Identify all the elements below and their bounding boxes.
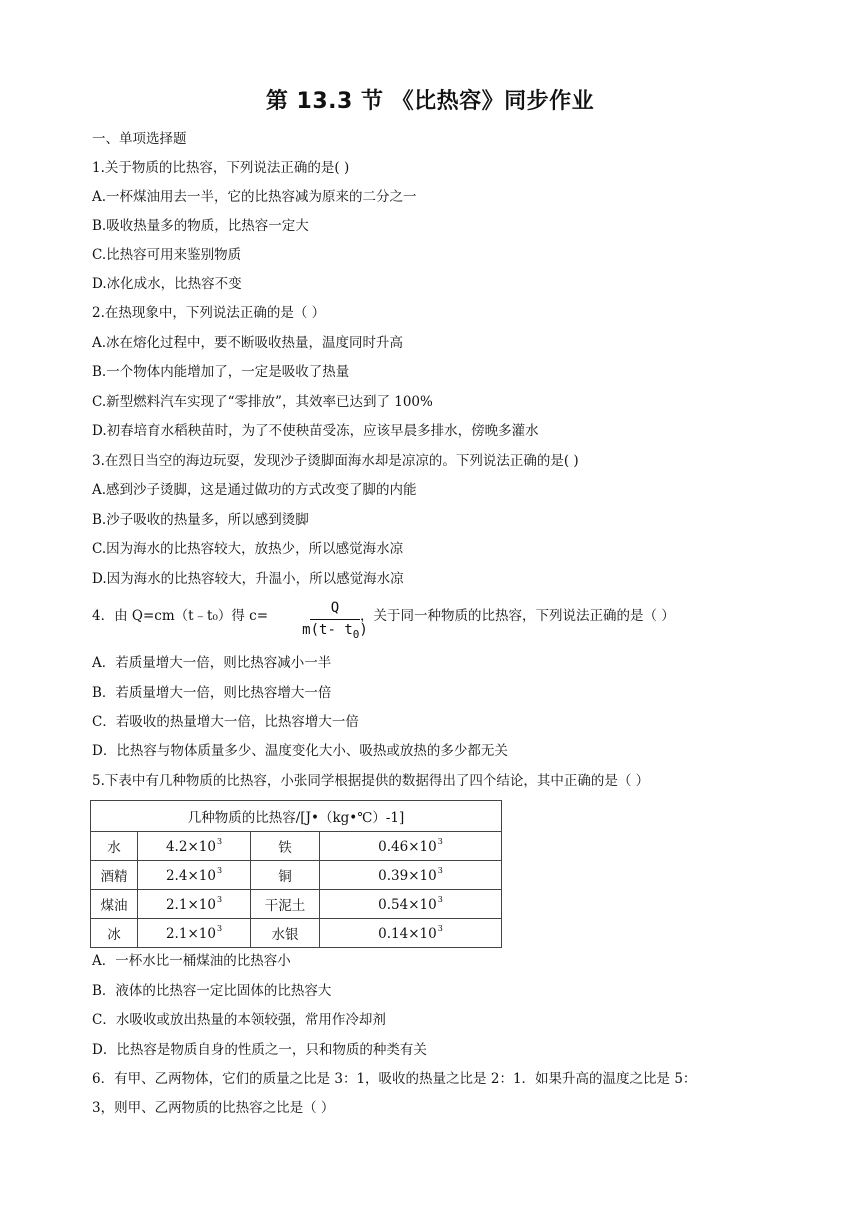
q4-option-d: D．比热容与物体质量多少、温度变化大小、吸热或放热的多少都无关	[92, 743, 508, 759]
q3-stem: 3.在烈日当空的海边玩耍，发现沙子烫脚面海水却是凉凉的。下列说法正确的是( )	[92, 453, 579, 469]
specific-heat-table	[90, 800, 502, 948]
table-cell: 酒精	[91, 861, 138, 890]
table-cell: $0.39\times 10^3$	[320, 861, 502, 890]
table-row	[91, 861, 502, 890]
q2-option-b: B.一个物体内能增加了，一定是吸收了热量	[92, 364, 350, 380]
table-cell: $2.1\times 10^3$	[138, 890, 251, 919]
fraction-denominator: m(t- $t_0$)	[302, 622, 368, 641]
table-cell: 水	[91, 832, 138, 861]
q5-option-b: B．液体的比热容一定比固体的比热容大	[92, 983, 332, 999]
table-cell: 铜	[251, 861, 320, 890]
table-cell: 水银	[251, 919, 320, 948]
q6-stem-line2: 3，则甲、乙两物质的比热容之比是（ ）	[92, 1100, 335, 1116]
table-cell: 干泥土	[251, 890, 320, 919]
q4-stem-suffix: ，关于同一种物质的比热容，下列说法正确的是（ ）	[360, 608, 675, 624]
table-caption-row	[91, 801, 502, 832]
q2-stem: 2.在热现象中，下列说法正确的是（ ）	[92, 305, 326, 321]
q1-option-a: A.一杯煤油用去一半，它的比热容减为原来的二分之一	[92, 189, 417, 205]
table-cell: 铁	[251, 832, 320, 861]
fraction-numerator: Q	[330, 600, 340, 616]
q1-option-d: D.冰化成水，比热容不变	[92, 276, 242, 292]
table-cell: $2.4\times 10^3$	[138, 861, 251, 890]
q4-option-c: C．若吸收的热量增大一倍，比热容增大一倍	[92, 714, 359, 730]
fraction-bar	[310, 619, 360, 620]
table-row	[91, 890, 502, 919]
q5-option-a: A．一杯水比一桶煤油的比热容小	[92, 953, 291, 969]
q1-option-b: B.吸收热量多的物质，比热容一定大	[92, 218, 309, 234]
table-cell: 煤油	[91, 890, 138, 919]
q2-option-d: D.初春培育水稻秧苗时，为了不使秧苗受冻，应该早晨多排水，傍晚多灌水	[92, 423, 539, 439]
table-row	[91, 832, 502, 861]
section-heading: 一、单项选择题	[92, 131, 187, 147]
table-caption: 几种物质的比热容/[J•（kg•℃）-1]	[91, 801, 502, 832]
q3-option-a: A.感到沙子烫脚，这是通过做功的方式改变了脚的内能	[92, 482, 417, 498]
q5-stem: 5.下表中有几种物质的比热容，小张同学根据提供的数据得出了四个结论，其中正确的是（ ）	[92, 773, 650, 789]
table-cell: $2.1\times 10^3$	[138, 919, 251, 948]
q1-option-c: C.比热容可用来鉴别物质	[92, 247, 242, 263]
table-cell: 冰	[91, 919, 138, 948]
q4-stem-prefix: 4．由 Q=cm（t﹣t₀）得 c=	[92, 608, 269, 624]
q3-option-b: B.沙子吸收的热量多，所以感到烫脚	[92, 512, 309, 528]
page-title: 第 13.3 节 《比热容》同步作业	[265, 89, 595, 114]
q3-option-d: D.因为海水的比热容较大，升温小，所以感觉海水凉	[92, 571, 404, 587]
q2-option-c: C.新型燃料汽车实现了“零排放”，其效率已达到了 100%	[92, 394, 433, 410]
table-row	[91, 919, 502, 948]
table-cell: $0.14\times 10^3$	[320, 919, 502, 948]
q3-option-c: C.因为海水的比热容较大，放热少，所以感觉海水凉	[92, 541, 404, 557]
q4-option-a: A．若质量增大一倍，则比热容减小一半	[92, 655, 332, 671]
table-cell: $0.54\times 10^3$	[320, 890, 502, 919]
q5-option-c: C．水吸收或放出热量的本领较强，常用作冷却剂	[92, 1012, 386, 1028]
q4-formula-fraction	[302, 600, 368, 641]
q4-option-b: B．若质量增大一倍，则比热容增大一倍	[92, 685, 332, 701]
q5-option-d: D．比热容是物质自身的性质之一，只和物质的种类有关	[92, 1042, 427, 1058]
table-cell: $0.46\times 10^3$	[320, 832, 502, 861]
q6-stem-line1: 6．有甲、乙两物体，它们的质量之比是 3：1，吸收的热量之比是 2：1．如果升高的温度之比是 5：	[92, 1071, 697, 1087]
q2-option-a: A.冰在熔化过程中，要不断吸收热量，温度同时升高	[92, 335, 404, 351]
q1-stem: 1.关于物质的比热容，下列说法正确的是( )	[92, 160, 350, 176]
table-cell: $4.2\times 10^3$	[138, 832, 251, 861]
